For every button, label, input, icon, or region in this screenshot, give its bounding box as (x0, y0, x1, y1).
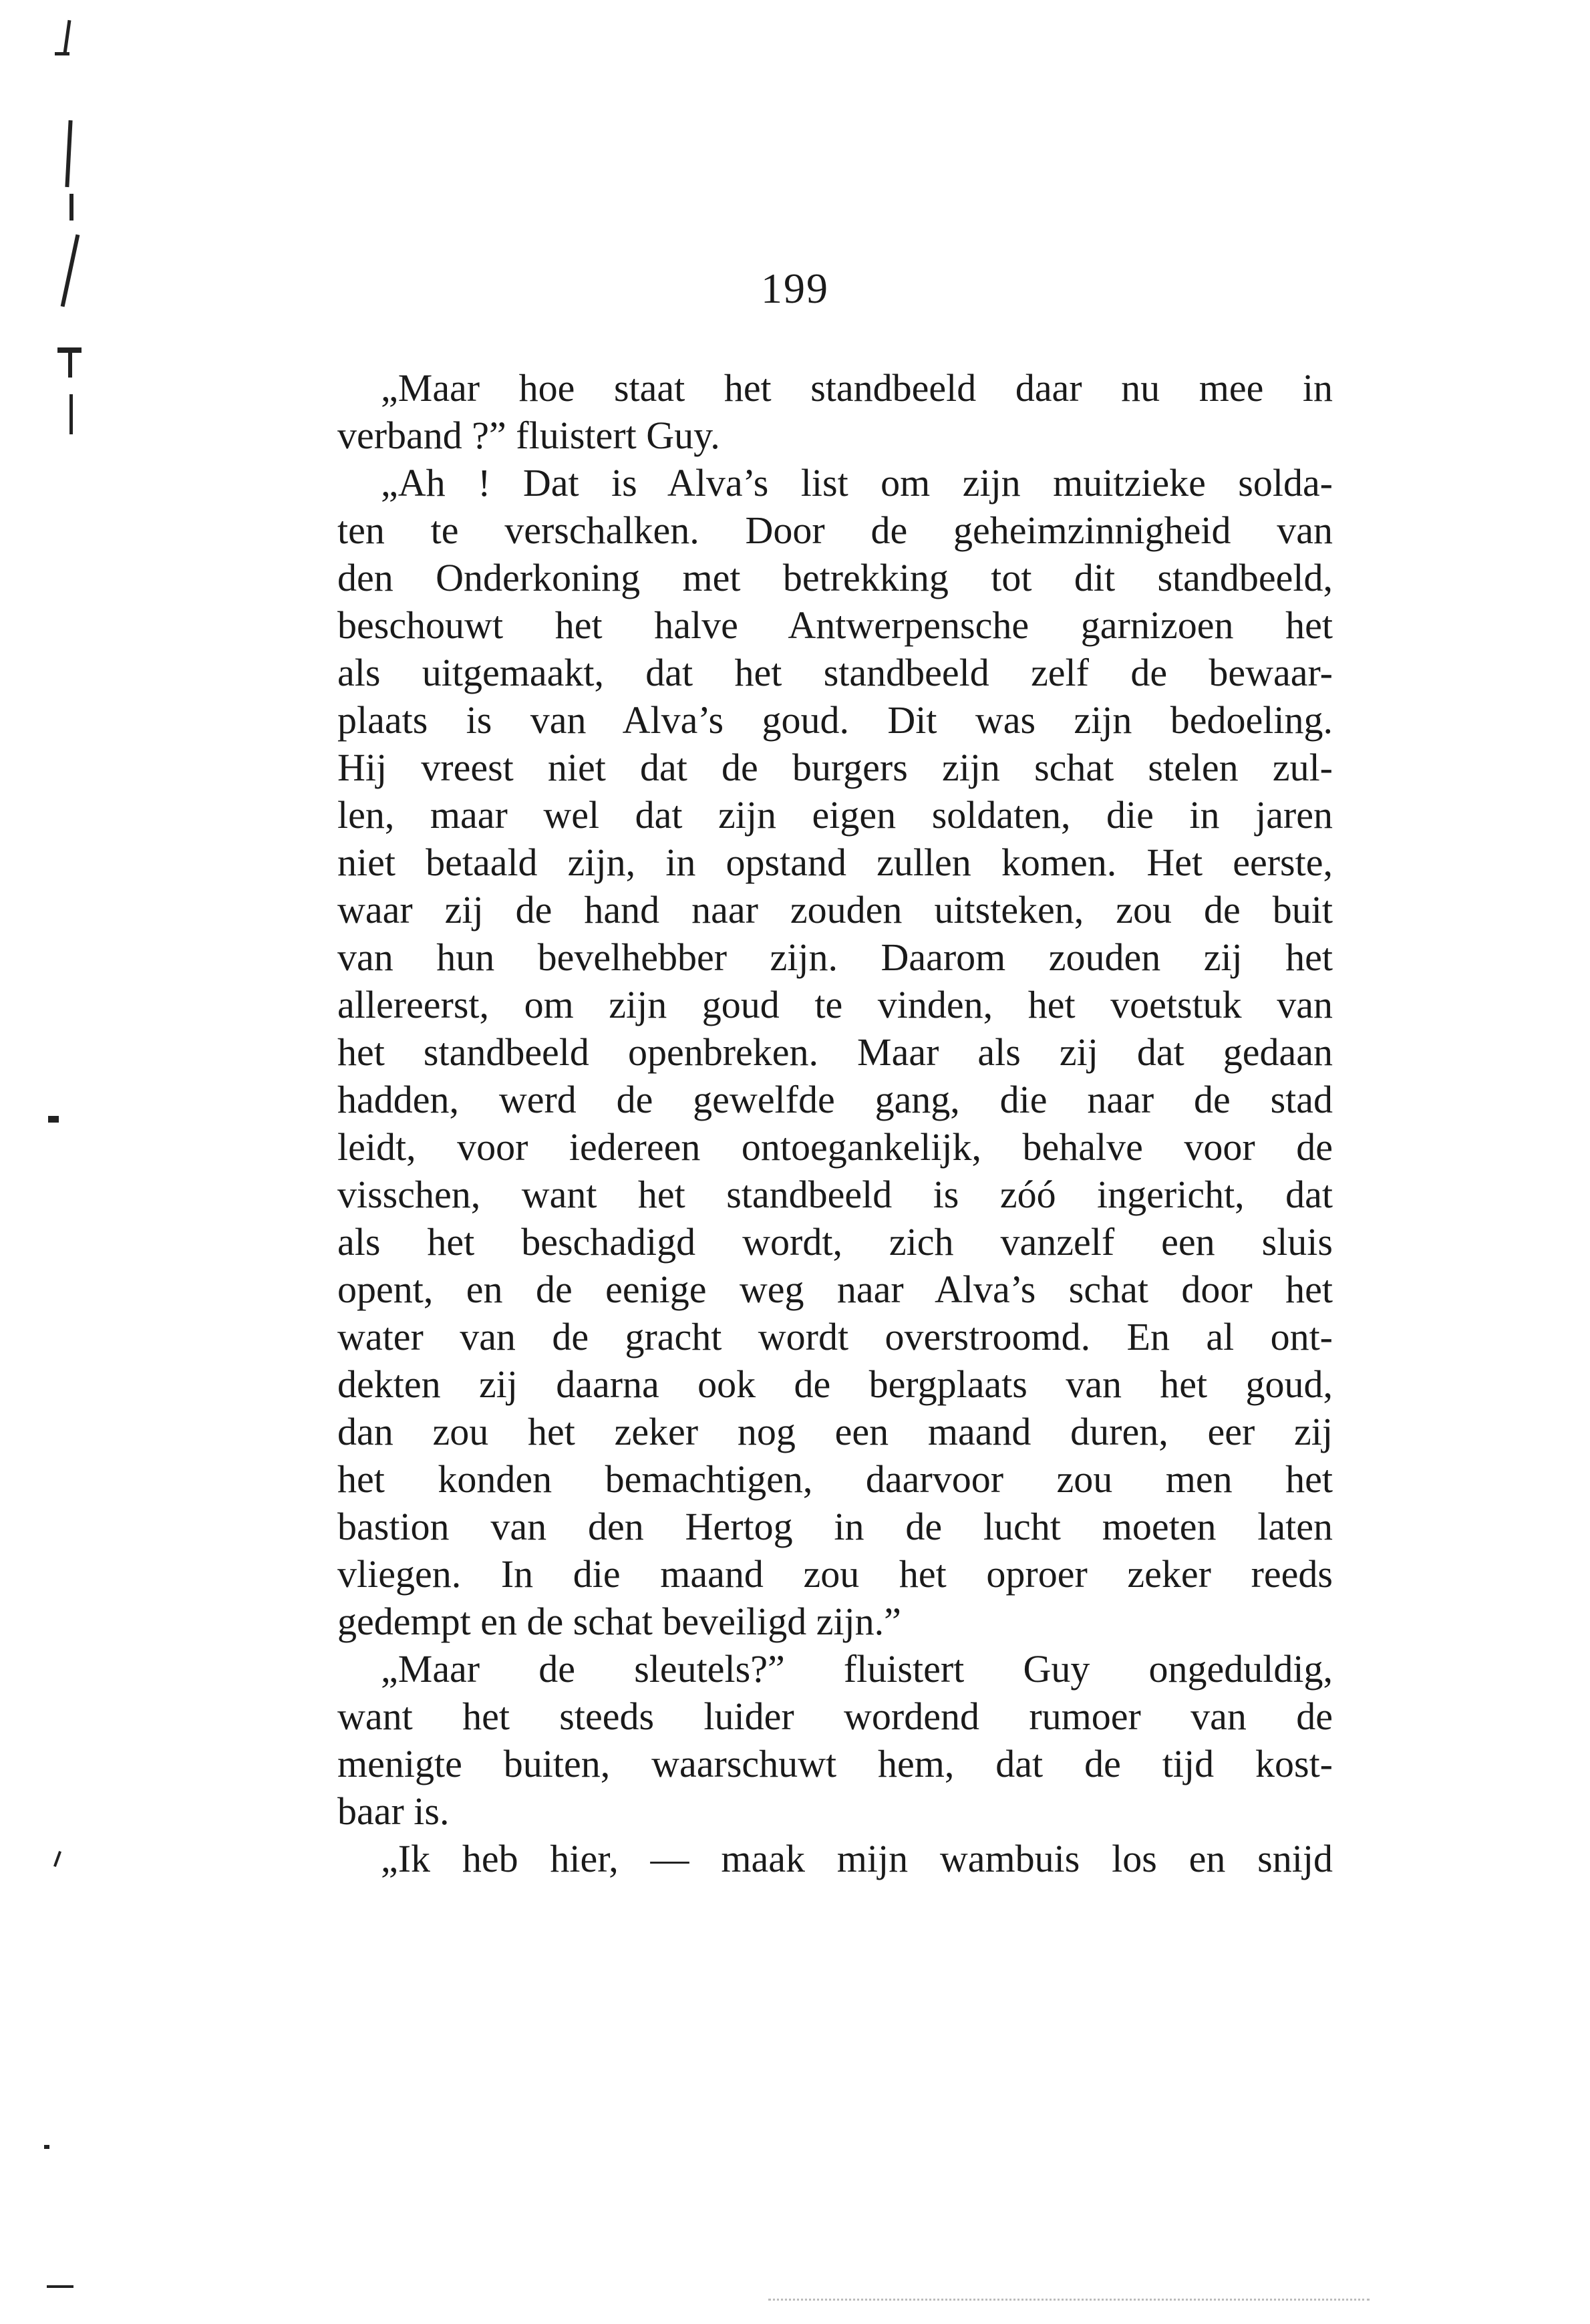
scan-mark (44, 2145, 49, 2149)
text-line: „Maar hoe staat het standbeeld daar nu mee in (381, 366, 1333, 410)
scan-mark (69, 194, 73, 221)
scan-mark (65, 120, 72, 187)
text-line: het konden bemachtigen, daarvoor zou men het (337, 1457, 1333, 1501)
text-line: ten te verschalken. Door de geheimzinnigheid van (337, 509, 1333, 552)
text-line: leidt, voor iedereen ontoegankelijk, behalve voor de (337, 1125, 1333, 1169)
scan-dotted-edge (768, 2299, 1370, 2303)
text-line: als het beschadigd wordt, zich vanzelf een sluis (337, 1220, 1333, 1264)
text-line: plaats is van Alva’s goud. Dit was zijn bedoeling. (337, 698, 1333, 742)
text-line: verband ?” fluistert Guy. (337, 414, 720, 457)
text-line: „Maar de sleutels?” fluistert Guy ongeduldig, (381, 1647, 1333, 1691)
page-number: 199 (761, 265, 829, 312)
text-line: den Onderkoning met betrekking tot dit standbeeld, (337, 556, 1333, 599)
scan-mark (55, 52, 69, 55)
text-line: waar zij de hand naar zouden uitsteken, zou de buit (337, 888, 1333, 931)
text-line: opent, en de eenige weg naar Alva’s schat door het (337, 1268, 1333, 1311)
text-line: als uitgemaakt, dat het standbeeld zelf de bewaar- (337, 651, 1333, 694)
text-line: niet betaald zijn, in opstand zullen komen. Het eerste, (337, 841, 1333, 884)
text-line: dan zou het zeker nog een maand duren, eer zij (337, 1410, 1333, 1453)
text-line: visschen, want het standbeeld is zóó ingericht, dat (337, 1173, 1333, 1216)
text-line: len, maar wel dat zijn eigen soldaten, die in jaren (337, 793, 1333, 837)
scan-mark (53, 1851, 61, 1867)
scan-mark (47, 2285, 73, 2288)
text-line: beschouwt het halve Antwerpensche garnizoen het (337, 603, 1333, 647)
scan-mark (48, 1116, 59, 1123)
text-line: Hij vreest niet dat de burgers zijn schat stelen zul- (337, 746, 1333, 789)
text-line: allereerst, om zijn goud te vinden, het voetstuk van (337, 983, 1333, 1026)
text-line: „Ah ! Dat is Alva’s list om zijn muitzieke solda- (381, 461, 1333, 504)
scan-mark (68, 351, 72, 378)
text-line: water van de gracht wordt overstroomd. En al ont- (337, 1315, 1333, 1358)
text-line: „Ik heb hier, — maak mijn wambuis los en snijd (381, 1837, 1333, 1880)
text-line: hadden, werd de gewelfde gang, die naar de stad (337, 1078, 1333, 1121)
text-line: van hun bevelhebber zijn. Daarom zouden zij het (337, 935, 1333, 979)
text-line: vliegen. In die maand zou het oproer zeker reeds (337, 1552, 1333, 1596)
text-line: het standbeeld openbreken. Maar als zij dat gedaan (337, 1030, 1333, 1074)
text-line: baar is. (337, 1789, 450, 1833)
text-line: menigte buiten, waarschuwt hem, dat de tijd kost- (337, 1742, 1333, 1785)
scan-mark (63, 20, 71, 53)
text-line: want het steeds luider wordend rumoer van de (337, 1695, 1333, 1738)
text-line: gedempt en de schat beveiligd zijn.” (337, 1600, 901, 1643)
text-line: dekten zij daarna ook de bergplaats van het goud, (337, 1362, 1333, 1406)
scan-mark (69, 394, 73, 434)
text-line: bastion van den Hertog in de lucht moeten laten (337, 1505, 1333, 1548)
